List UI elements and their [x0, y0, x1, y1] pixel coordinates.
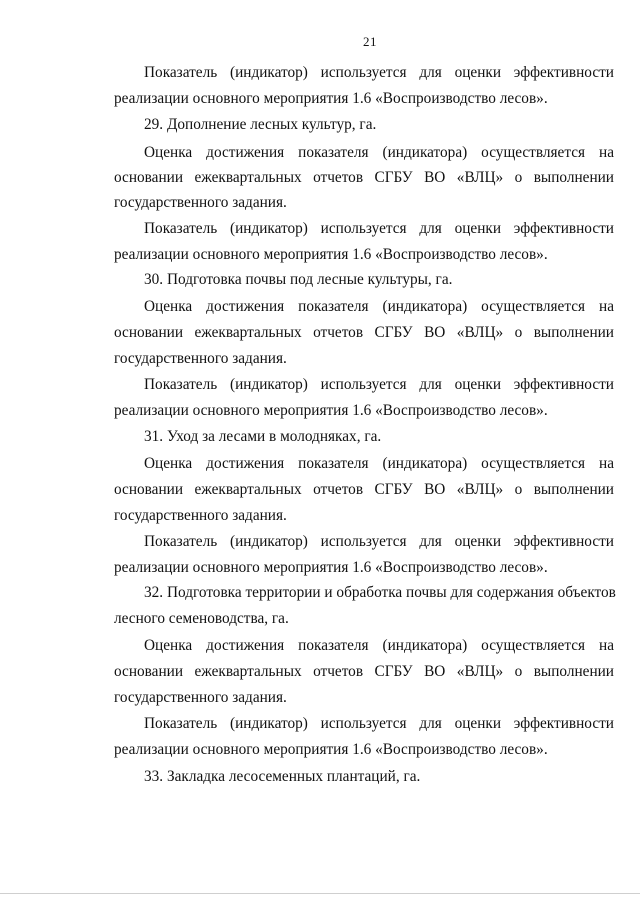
text-line: основании ежеквартальных отчетов СГБУ ВО «ВЛЦ» о выполнении — [114, 169, 614, 186]
text-line: Показатель (индикатор) используется для оценки эффективности — [144, 376, 614, 393]
item-heading: 29. Дополнение лесных культур, га. — [144, 116, 377, 133]
text-line: лесного семеноводства, га. — [114, 610, 289, 627]
text-line: реализации основного мероприятия 1.6 «Воспроизводство лесов». — [114, 246, 548, 263]
text-line: Показатель (индикатор) используется для оценки эффективности — [144, 533, 614, 550]
text-line: государственного задания. — [114, 350, 287, 367]
text-line: основании ежеквартальных отчетов СГБУ ВО «ВЛЦ» о выполнении — [114, 324, 614, 341]
text-line: Оценка достижения показателя (индикатора) осуществляется на — [144, 455, 614, 472]
text-line: Показатель (индикатор) используется для оценки эффективности — [144, 64, 614, 81]
item-heading: 30. Подготовка почвы под лесные культуры, га. — [144, 271, 453, 288]
text-line: государственного задания. — [114, 194, 287, 211]
text-line: государственного задания. — [114, 507, 287, 524]
text-line: реализации основного мероприятия 1.6 «Воспроизводство лесов». — [114, 741, 548, 758]
item-heading: 31. Уход за лесами в молодняках, га. — [144, 428, 382, 445]
text-line: реализации основного мероприятия 1.6 «Воспроизводство лесов». — [114, 402, 548, 419]
text-line: Показатель (индикатор) используется для оценки эффективности — [144, 715, 614, 732]
text-line: Оценка достижения показателя (индикатора) осуществляется на — [144, 298, 614, 315]
text-line: реализации основного мероприятия 1.6 «Воспроизводство лесов». — [114, 90, 548, 107]
text-line: Показатель (индикатор) используется для оценки эффективности — [144, 220, 614, 237]
text-line: Оценка достижения показателя (индикатора) осуществляется на — [144, 144, 614, 161]
item-heading: 32. Подготовка территории и обработка почвы для содержания объектов — [144, 584, 616, 601]
page-bottom-edge — [0, 893, 640, 894]
page-number: 21 — [363, 34, 377, 49]
text-line: Оценка достижения показателя (индикатора) осуществляется на — [144, 637, 614, 654]
item-heading: 33. Закладка лесосеменных плантаций, га. — [144, 768, 421, 785]
text-line: государственного задания. — [114, 689, 287, 706]
text-line: основании ежеквартальных отчетов СГБУ ВО «ВЛЦ» о выполнении — [114, 481, 614, 498]
text-line: основании ежеквартальных отчетов СГБУ ВО «ВЛЦ» о выполнении — [114, 663, 614, 680]
text-line: реализации основного мероприятия 1.6 «Воспроизводство лесов». — [114, 559, 548, 576]
